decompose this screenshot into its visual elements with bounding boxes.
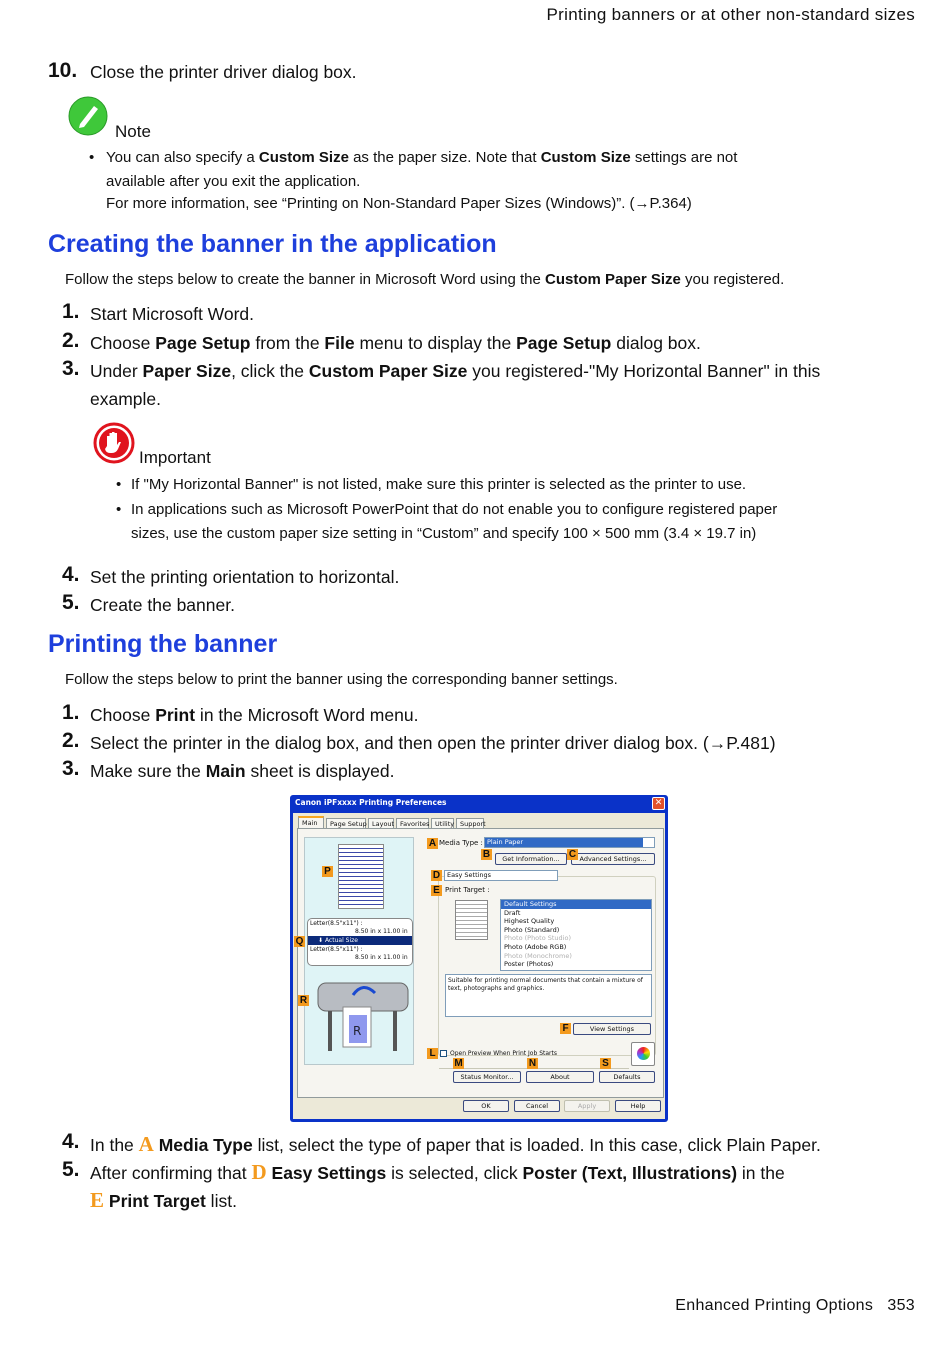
step-number: 2. — [62, 729, 80, 752]
text-run: you registered-"My Horizontal Banner" in this — [467, 361, 821, 381]
bullet: • — [89, 149, 95, 166]
color-palette-button[interactable] — [631, 1042, 655, 1066]
bold-term: Media Type — [158, 1135, 253, 1155]
print-target-list[interactable] — [500, 899, 652, 971]
step-number: 3. — [62, 357, 80, 380]
step-number: 2. — [62, 329, 80, 352]
label-b: B — [482, 849, 491, 860]
text-run: sizes, use the custom paper size setting in “Custom” and specify 100 × 500 mm (3.4 × 19.7 in) — [131, 525, 757, 542]
label-f: F — [560, 1023, 571, 1034]
tab-page-setup[interactable]: Page Setup — [326, 818, 366, 829]
text-run: Choose — [90, 705, 156, 725]
about-button[interactable]: About — [526, 1071, 594, 1083]
note-label: Note — [115, 122, 151, 141]
bold-term: File — [324, 333, 355, 353]
text-run: Select the printer in the dialog box, and then open the printer driver dialog box. (→P.481) — [90, 733, 776, 753]
label-p: P — [322, 866, 333, 877]
setting-letter-marker: A — [138, 1132, 154, 1156]
text-run: list. — [205, 1191, 237, 1211]
bold-term: Page Setup — [516, 333, 612, 353]
print-target-thumbnail — [455, 900, 488, 940]
step-number: 1. — [62, 300, 80, 323]
step-text — [90, 1161, 785, 1184]
print-target-option[interactable]: Poster (Photos) — [504, 960, 554, 969]
bold-term: Paper Size — [142, 361, 232, 381]
important-line — [131, 475, 746, 495]
svg-text:R: R — [353, 1024, 362, 1038]
step-text — [90, 332, 701, 354]
note-line — [106, 172, 360, 192]
paper-size-text: Letter(8.5"x11") : — [310, 920, 363, 927]
dialog-title: Canon iPFxxxx Printing Preferences — [295, 798, 447, 807]
advanced-settings-button[interactable]: Advanced Settings... — [571, 853, 655, 865]
get-information-button[interactable]: Get Information... — [495, 853, 567, 865]
label-c: C — [568, 849, 577, 860]
section-intro — [65, 270, 784, 290]
bold-term: Custom Size — [258, 149, 349, 166]
mode-select[interactable] — [444, 870, 558, 881]
text-run: After confirming that — [90, 1163, 252, 1183]
text-run: in the Microsoft Word menu. — [195, 705, 419, 725]
status-monitor-button[interactable]: Status Monitor... — [453, 1071, 521, 1083]
print-target-option[interactable]: Draft — [504, 908, 521, 917]
open-preview-checkbox[interactable] — [440, 1050, 447, 1057]
bold-term: Print Target — [108, 1191, 206, 1211]
text-run: is selected, click — [386, 1163, 523, 1183]
text-run: If "My Horizontal Banner" is not listed, make sure this printer is selected as the printer to use. — [131, 476, 747, 493]
pencil-note-icon — [68, 96, 110, 136]
step-text — [90, 388, 161, 410]
label-m: M — [454, 1058, 463, 1069]
text-run: For more information, see “Printing on Non-Standard Paper Sizes (Windows)”. (→P.364) — [106, 195, 692, 212]
paper-dimensions: 8.50 in x 11.00 in — [355, 954, 408, 961]
stop-hand-icon — [93, 422, 135, 464]
step-text — [90, 1189, 237, 1212]
print-target-option[interactable]: Photo (Adobe RGB) — [504, 942, 567, 951]
text-run: In the — [90, 1135, 139, 1155]
media-type-label: Media Type : — [439, 839, 483, 847]
section-intro — [65, 670, 618, 690]
bold-term: Custom Size — [540, 149, 631, 166]
description-text: Suitable for printing normal documents that contain a mixture of — [448, 977, 643, 984]
label-a: A — [428, 838, 437, 849]
print-target-option[interactable]: Photo (Monochrome) — [504, 951, 572, 960]
footer-section: Enhanced Printing Options — [675, 1297, 874, 1314]
tab-main[interactable]: Main — [298, 816, 324, 829]
label-n: N — [528, 1058, 537, 1069]
note-line — [106, 194, 692, 214]
print-target-label: Print Target : — [445, 886, 490, 894]
paper-size-text: Letter(8.5"x11") : — [310, 946, 363, 953]
text-run: list, select the type of paper that is loaded. In this case, click Plain Paper. — [252, 1135, 821, 1155]
step-number: 10. — [48, 59, 78, 82]
open-preview-label: Open Preview When Print Job Starts — [450, 1050, 557, 1057]
tab-utility[interactable]: Utility — [431, 818, 454, 829]
important-line — [131, 524, 756, 544]
print-target-option[interactable]: Highest Quality — [504, 917, 555, 926]
bold-term: Easy Settings — [271, 1163, 387, 1183]
printer-illustration — [313, 975, 413, 1060]
label-d: D — [432, 870, 441, 881]
label-e: E — [431, 885, 442, 896]
paper-dimensions: 8.50 in x 11.00 in — [355, 928, 408, 935]
text-run: In applications such as Microsoft PowerPoint that do not enable you to configure registered paper — [131, 501, 778, 518]
step-number: 3. — [62, 757, 80, 780]
text-run: You can also specify a — [106, 149, 259, 166]
print-target-option[interactable]: Default Settings — [501, 900, 651, 909]
scaling-row: ⬇ Actual Size — [308, 936, 412, 945]
text-run: Choose — [90, 333, 156, 353]
description-box — [445, 974, 652, 1017]
note-line — [106, 148, 737, 168]
important-line — [131, 500, 777, 520]
text-run: Follow the steps below to create the banner in Microsoft Word using the — [65, 271, 545, 288]
step-text — [90, 760, 394, 782]
step-number: 5. — [62, 1158, 80, 1181]
text-run: Under — [90, 361, 143, 381]
paper-preview — [338, 844, 384, 909]
text-run: dialog box. — [611, 333, 701, 353]
help-button[interactable]: Help — [615, 1100, 661, 1112]
page-number: 353 — [887, 1297, 915, 1314]
tab-layout[interactable]: Layout — [368, 818, 394, 829]
section-heading: Printing the banner — [48, 630, 278, 658]
step-number: 1. — [62, 701, 80, 724]
bold-term: Main — [205, 761, 246, 781]
label-l: L — [427, 1048, 438, 1059]
bold-term: Custom Paper Size — [308, 361, 468, 381]
scaling-text: Actual Size — [324, 937, 358, 944]
step-text — [90, 303, 254, 325]
label-r: R — [299, 995, 308, 1006]
important-label: Important — [139, 448, 211, 467]
print-target-option[interactable]: Photo (Standard) — [504, 925, 560, 934]
section-heading: Creating the banner in the application — [48, 230, 497, 258]
bold-term: Page Setup — [155, 333, 251, 353]
running-header: Printing banners or at other non-standard sizes — [546, 5, 915, 24]
bullet: • — [116, 476, 122, 493]
close-icon[interactable]: ✕ — [652, 797, 665, 810]
step-number: 4. — [62, 563, 80, 586]
media-type-value: Plain Paper — [485, 838, 643, 847]
media-type-select[interactable] — [484, 837, 655, 848]
text-run: you registered. — [680, 271, 785, 288]
defaults-button[interactable]: Defaults — [599, 1071, 655, 1083]
step-text — [90, 732, 776, 754]
step-text — [90, 1133, 821, 1156]
step-number: 5. — [62, 591, 80, 614]
step-text — [90, 61, 357, 83]
bold-term: Poster (Text, Illustrations) — [522, 1163, 738, 1183]
step-text — [90, 594, 235, 616]
view-settings-button[interactable]: View Settings — [573, 1023, 651, 1035]
ok-button[interactable]: OK — [463, 1100, 509, 1112]
color-wheel-icon — [637, 1047, 650, 1060]
label-q: Q — [295, 936, 304, 947]
setting-letter-marker: D — [251, 1160, 267, 1184]
text-run: Close the printer driver dialog box. — [90, 62, 357, 82]
step-number: 4. — [62, 1130, 80, 1153]
text-run: sheet is displayed. — [245, 761, 395, 781]
text-run: from the — [250, 333, 325, 353]
text-run: Set the printing orientation to horizontal. — [90, 567, 400, 587]
text-run: Make sure the — [90, 761, 206, 781]
description-text: text, photographs and graphics. — [448, 984, 545, 992]
printer-preferences-dialog-screenshot — [290, 795, 668, 1122]
bold-term: Print — [155, 705, 196, 725]
text-run: Follow the steps below to print the banner using the corresponding banner settings. — [65, 671, 618, 688]
apply-button[interactable]: Apply — [564, 1100, 610, 1112]
cancel-button[interactable]: Cancel — [514, 1100, 560, 1112]
setting-letter-marker: E — [90, 1188, 105, 1212]
text-run: , click the — [231, 361, 309, 381]
print-target-option[interactable]: Photo (Photo Studio) — [504, 934, 571, 943]
text-run: Start Microsoft Word. — [90, 304, 255, 324]
step-text — [90, 360, 820, 382]
step-text — [90, 704, 418, 726]
step-text — [90, 566, 399, 588]
text-run: in the — [737, 1163, 785, 1183]
page-footer — [675, 1297, 915, 1315]
tab-favorites[interactable]: Favorites — [396, 818, 429, 829]
text-run: settings are not — [630, 149, 738, 166]
bold-term: Custom Paper Size — [544, 271, 681, 288]
tab-support[interactable]: Support — [456, 818, 484, 829]
label-s: S — [600, 1058, 611, 1069]
text-run: as the paper size. Note that — [348, 149, 541, 166]
text-run: Create the banner. — [90, 595, 235, 615]
bullet: • — [116, 501, 122, 518]
text-run: example. — [90, 389, 162, 409]
text-run: menu to display the — [354, 333, 517, 353]
mode-value: Easy Settings — [447, 871, 492, 879]
text-run: available after you exit the application. — [106, 173, 361, 190]
